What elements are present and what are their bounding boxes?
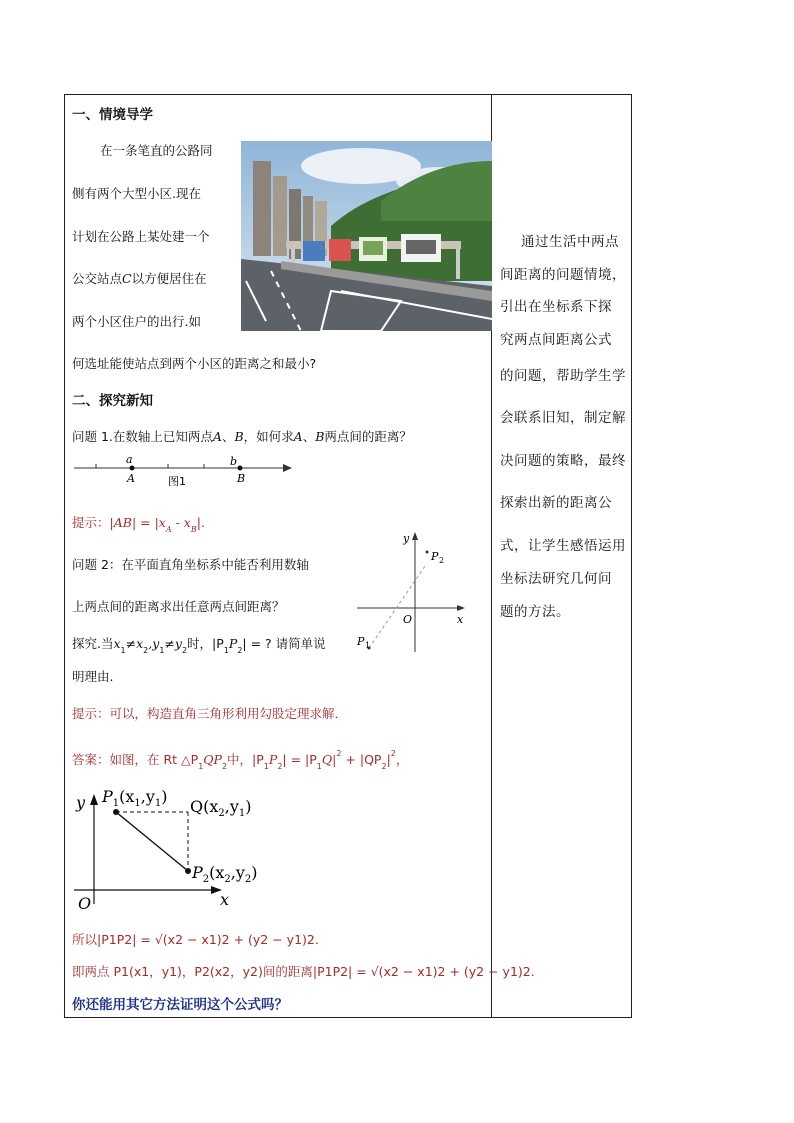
small-p2-label: P — [431, 550, 439, 563]
point-p1 — [113, 809, 119, 815]
hint-2: 提示：可以，构造直角三角形利用勾股定理求解． — [72, 706, 348, 721]
sidebar-line-6: 会联系旧知，制定解 — [500, 410, 626, 426]
origin-label: O — [78, 894, 92, 913]
point-b-dot — [238, 466, 243, 471]
sidebar-line-3: 引出在坐标系下探 — [500, 299, 612, 315]
p1-label: $P_1(x_1,y_1)$ — [102, 787, 168, 809]
sidebar-line-7: 决问题的策略，最终 — [500, 453, 626, 469]
intro-line-2: 侧有两个大型小区.现在 — [72, 186, 201, 201]
explore-line-1: 探究.当$x_1\ne x_2,y_1\ne y_2$时，$|P_1P_2|$ = ? 请简单说 — [72, 636, 326, 655]
intro-line-4: 公交站点C以方便居住在 — [72, 271, 207, 286]
small-x-label: x — [457, 613, 464, 626]
explore-line-2: 明理由. — [72, 669, 114, 684]
distance-diagram — [72, 780, 272, 915]
small-p2-sub: 2 — [439, 556, 445, 565]
closing-question: 你还能用其它方法证明这个公式吗？ — [72, 997, 288, 1013]
small-coordinate-plot — [355, 528, 470, 656]
intro-line-6: 何选址能使站点到两个小区的距离之和最小? — [72, 356, 317, 371]
bus-stop-photo — [241, 141, 492, 331]
y-axis-arrow — [90, 794, 98, 805]
number-line-figure — [72, 450, 294, 490]
small-y-label: y — [403, 532, 410, 545]
sidebar-line-4: 究两点间距离公式 — [500, 332, 612, 348]
small-p2-dot — [426, 551, 429, 554]
x-label: x — [220, 890, 230, 909]
intro-line-1: 在一条笔直的公路同 — [100, 143, 213, 158]
sidebar-line-2: 间距离的问题情境， — [500, 267, 626, 283]
question-2-line-2: 上两点间的距离求出任意两点间距离？ — [72, 599, 285, 614]
y-label: y — [76, 793, 86, 812]
segment-p1p2 — [116, 812, 188, 871]
point-p2 — [185, 868, 191, 874]
p2-label: $P_2(x_2,y_2)$ — [192, 863, 258, 885]
sidebar-line-5: 的问题，帮助学生学 — [500, 368, 626, 384]
label-a: a — [126, 453, 133, 466]
sidebar-line-8: 探索出新的距离公 — [500, 495, 612, 511]
hint-1: 提示：$|AB| = |x_A - x_B|$. — [72, 515, 205, 534]
small-origin-label: O — [403, 613, 413, 626]
sidebar-line-9: 式，让学生感悟运用 — [500, 538, 626, 554]
point-a-dot — [130, 466, 135, 471]
intro-line-3: 计划在公路上某处建一个 — [72, 229, 210, 244]
sidebar-line-11: 题的方法。 — [500, 604, 570, 620]
sidebar-line-10: 坐标法研究几何问 — [500, 571, 612, 587]
section2-heading: 二、探究新知 — [72, 393, 153, 409]
label-point-a: A — [127, 472, 135, 485]
question-2-line-1: 问题 2：在平面直角坐标系中能否利用数轴 — [72, 557, 309, 572]
section1-heading: 一、情境导学 — [72, 107, 153, 123]
question-1: 问题 1.在数轴上已知两点A、B，如何求A、B两点间的距离？ — [72, 429, 412, 444]
result-line-2: 即两点 P1(x1，y1)，P2(x2，y2)间的距离|P1P2| = √(x2 − x1)2 + (y2 − y1)2. — [72, 964, 535, 979]
intro-line-5: 两个小区住户的出行.如 — [72, 314, 201, 329]
result-line-1: 所以|P1P2| = √(x2 − x1)2 + (y2 − y1)2. — [72, 932, 319, 947]
answer-line: 答案：如图，在 Rt $\triangle P_1QP_2$中，$|P_1P_2| = |P_1Q|^2 + |QP_2|^2$， — [72, 749, 409, 771]
label-b: b — [230, 455, 238, 468]
number-line-arrow — [283, 464, 292, 472]
label-point-b: B — [237, 472, 246, 485]
figure-caption: 图1 — [168, 475, 186, 488]
q-label: $Q(x_2,y_1)$ — [190, 797, 252, 819]
small-p1-label: P — [357, 635, 365, 648]
small-p1-sub: 1 — [365, 641, 371, 650]
small-dashed-segment — [369, 566, 425, 648]
sidebar-line-1: 通过生活中两点 — [521, 234, 619, 250]
